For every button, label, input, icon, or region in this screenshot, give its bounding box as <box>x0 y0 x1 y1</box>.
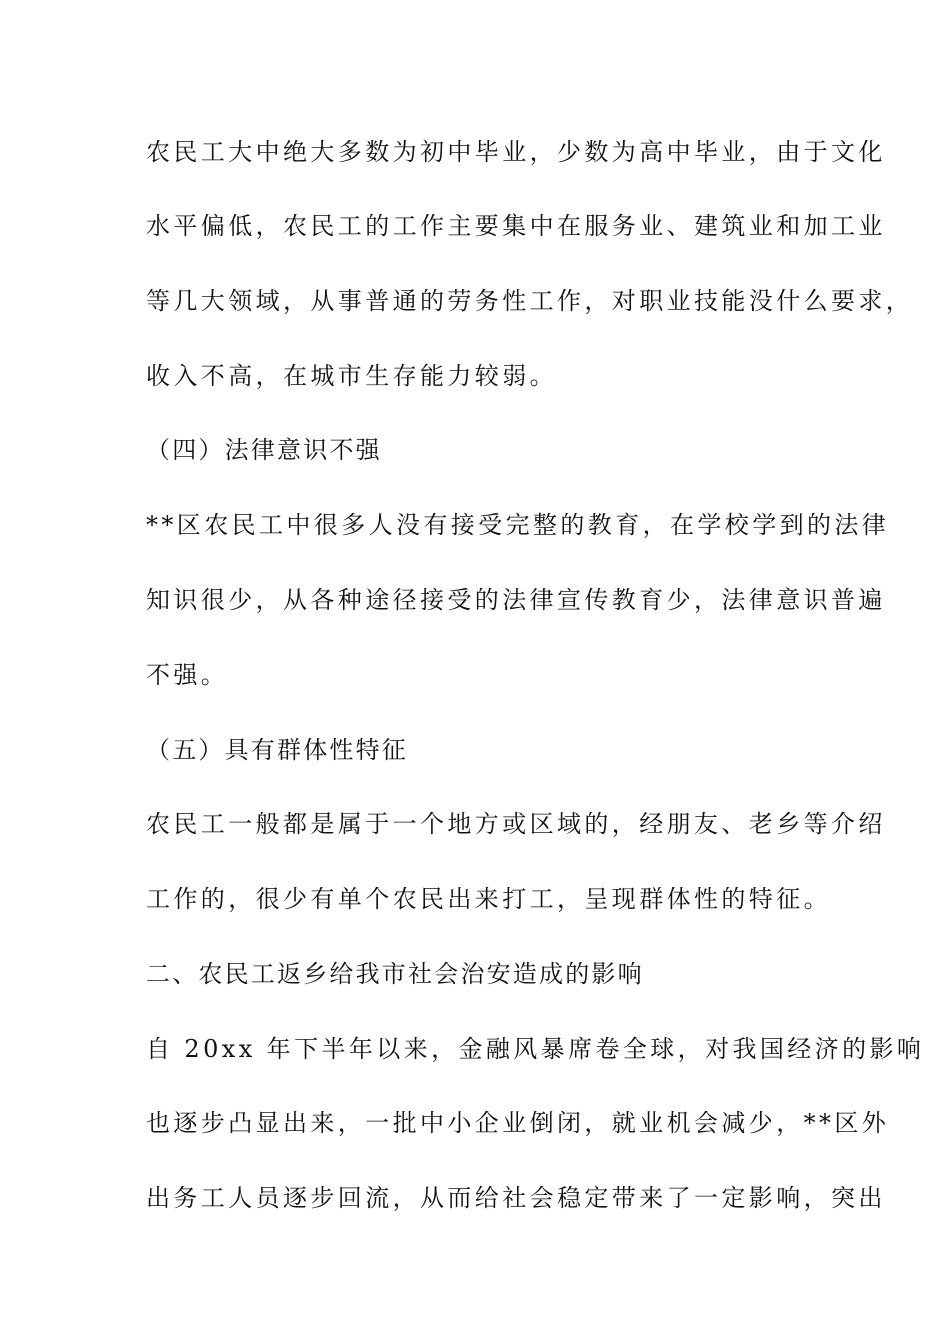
paragraph-line: **区农民工中很多人没有接受完整的教育，在学校学到的法律 <box>146 511 890 539</box>
paragraph-line: 工作的，很少有单个农民出来打工，呈现群体性的特征。 <box>146 885 831 913</box>
section-heading: 二、农民工返乡给我市社会治安造成的影响 <box>146 960 644 988</box>
paragraph-line: 自 20xx 年下半年以来，金融风暴席卷全球，对我国经济的影响 <box>146 1035 925 1063</box>
paragraph-line: 也逐步凸显出来，一批中小企业倒闭，就业机会减少，**区外 <box>146 1109 890 1137</box>
section-heading: （四）法律意识不强 <box>146 436 382 464</box>
paragraph-line: 知识很少，从各种途径接受的法律宣传教育少，法律意识普遍 <box>146 586 886 614</box>
section-heading: （五）具有群体性特征 <box>146 736 408 764</box>
paragraph-line: 收入不高，在城市生存能力较弱。 <box>146 362 557 390</box>
paragraph-line: 不强。 <box>146 661 229 689</box>
paragraph-line: 水平偏低，农民工的工作主要集中在服务业、建筑业和加工业 <box>146 212 886 240</box>
paragraph-line: 农民工大中绝大多数为初中毕业，少数为高中毕业，由于文化 <box>146 138 886 166</box>
paragraph-line: 等几大领域，从事普通的劳务性工作，对职业技能没什么要求， <box>146 287 914 315</box>
paragraph-line: 农民工一般都是属于一个地方或区域的，经朋友、老乡等介绍 <box>146 810 886 838</box>
paragraph-line: 出务工人员逐步回流，从而给社会稳定带来了一定影响，突出 <box>146 1184 886 1212</box>
